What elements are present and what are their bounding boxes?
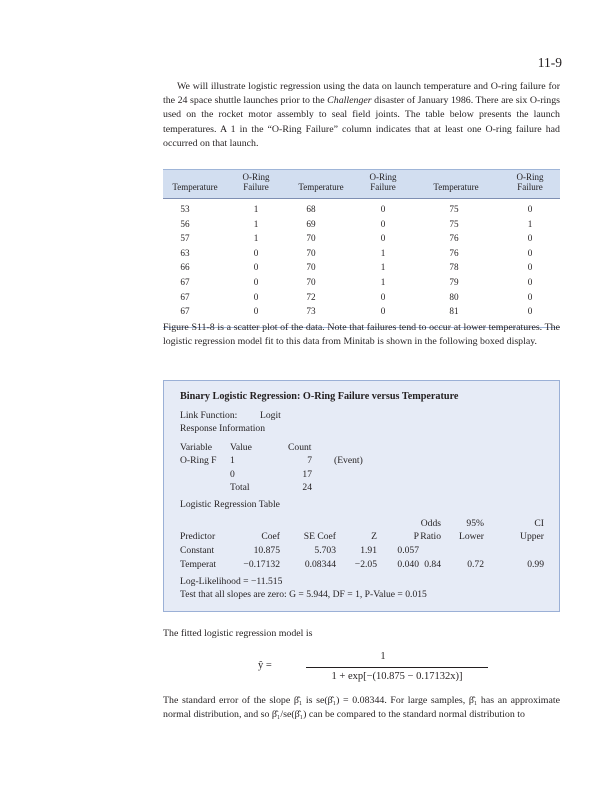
response-info-heading: Response Information	[180, 423, 265, 434]
resp-cell-count: 17	[302, 468, 312, 480]
table-cell: 69	[306, 218, 316, 229]
table-cell: 0	[527, 204, 533, 214]
formula-lhs: ŷ =	[258, 660, 272, 671]
logreg-cell: 1.91	[360, 545, 377, 556]
table-cell: 1	[380, 247, 386, 258]
table-body	[163, 199, 560, 327]
resp-cell-count: 24	[302, 482, 312, 493]
table-cell: 67	[180, 277, 190, 287]
col-header: Temperature	[433, 182, 479, 192]
standard-error-paragraph: The standard error of the slope β̂₁ is se(β̂₁) = 0.08344. For large samples, β̂₁ has an approximate normal distribution, and so β̂₁/se(β̂₁) can be compared to the standard normal distribution to	[163, 695, 560, 721]
table-cell: 56	[180, 218, 190, 229]
logreg-cell: Temperat	[180, 558, 217, 570]
table-cell: 0	[380, 306, 386, 317]
intro-emphasis: Challenger	[327, 95, 372, 107]
logreg-col-header: P	[413, 531, 419, 542]
logreg-col-header: Lower	[458, 531, 484, 542]
slopes-test: Test that all slopes are zero: G = 5.944, DF = 1, P-Value = 0.015	[180, 589, 427, 600]
table-cell: 0	[380, 233, 386, 244]
table-cell: 0	[527, 262, 533, 273]
col-header: Temperature	[172, 182, 218, 192]
table-cell: 0	[527, 233, 533, 244]
table-cell: 0	[527, 277, 533, 287]
table-cell: 66	[180, 262, 190, 273]
logreg-col-header: Predictor	[180, 531, 216, 542]
table-cell: 1	[527, 218, 533, 229]
table-cell: 57	[180, 233, 190, 244]
log-likelihood: Log-Likelihood = −11.515	[180, 576, 283, 587]
intro-text-before: We will illustrate logistic regression using the data on launch temperature and O-ring failure for the 24 space shuttle launches prior to the	[163, 81, 560, 107]
logreg-cell: 10.875	[253, 545, 280, 556]
col-header: O-Ring Failure	[242, 172, 270, 192]
table-cell: 0	[527, 306, 533, 317]
resp-cell-var: O-Ring F	[180, 455, 217, 466]
table-cell: 78	[449, 262, 459, 273]
logreg-col-header: SE Coef	[303, 531, 336, 542]
resp-cell-value: Total	[230, 482, 250, 493]
logreg-cell: 0.040	[397, 558, 419, 570]
resp-cell-value: 1	[230, 455, 235, 466]
table-cell: 67	[180, 291, 190, 302]
logistic-formula	[258, 651, 488, 685]
top-header: Odds	[420, 518, 441, 529]
table-cell: 0	[253, 262, 259, 273]
col-header: O-Ring Failure	[369, 172, 397, 192]
table-cell: 68	[306, 204, 316, 214]
table-row	[163, 204, 560, 218]
table-cell: 80	[449, 291, 459, 302]
table-cell: 53	[180, 204, 190, 214]
logreg-col-header: Ratio	[420, 531, 441, 542]
table-cell: 73	[306, 306, 316, 317]
logreg-cell: Constant	[180, 545, 215, 556]
table-cell: 0	[253, 277, 259, 287]
logreg-cell: 0.72	[467, 558, 484, 570]
table-header	[163, 169, 560, 198]
table-cell: 1	[380, 262, 386, 273]
logreg-cell: 5.703	[314, 545, 336, 556]
resp-header: Variable	[180, 442, 212, 453]
table-row	[163, 292, 560, 306]
formula-denominator: 1 + exp[−(10.875 − 0.17132x)]	[331, 671, 463, 682]
table-cell: 81	[449, 306, 459, 317]
table-cell: 72	[306, 291, 316, 302]
table-cell: 75	[449, 218, 459, 229]
minitab-title: Binary Logistic Regression: O-Ring Failure versus Temperature	[180, 391, 459, 402]
link-function-label: Link Function:	[180, 410, 238, 421]
top-header: CI	[534, 518, 544, 529]
logreg-col-header: Upper	[520, 531, 544, 542]
logreg-cell: −0.17132	[243, 558, 280, 570]
table-cell: 0	[253, 306, 259, 317]
table-cell: 0	[527, 247, 533, 258]
logreg-table-title: Logistic Regression Table	[180, 499, 280, 510]
table-row	[163, 262, 560, 276]
table-cell: 0	[527, 291, 533, 302]
table-cell: 0	[380, 204, 386, 214]
table-cell: 0	[253, 247, 259, 258]
fitted-model-paragraph: The fitted logistic regression model is	[163, 628, 313, 639]
table-cell: 1	[253, 204, 259, 214]
table-cell: 1	[253, 218, 259, 229]
table-row	[163, 277, 560, 291]
table-row	[163, 233, 560, 247]
table-cell: 1	[380, 277, 386, 287]
scatter-paragraph: Figure S11-8 is a scatter plot of the data. Note that failures tend to occur at lower temperatures. The logistic regression model fit to this data from Minitab is shown in the following boxed display.	[163, 322, 560, 348]
table-cell: 67	[180, 306, 190, 317]
intro-paragraph	[163, 80, 560, 151]
resp-cell-note: (Event)	[334, 455, 363, 466]
logreg-cell: 0.84	[424, 558, 441, 570]
top-header: 95%	[466, 518, 484, 529]
resp-cell-value: 0	[230, 468, 235, 480]
table-cell: 1	[253, 233, 259, 244]
resp-cell-count: 7	[307, 455, 312, 466]
minitab-output-box	[163, 380, 560, 612]
table-cell: 79	[449, 277, 459, 287]
formula-numerator: 1	[380, 651, 386, 662]
logreg-cell: −2.05	[354, 558, 377, 570]
table-row	[163, 219, 560, 233]
logreg-col-header: Z	[371, 531, 377, 542]
table-row	[163, 306, 560, 320]
table-cell: 70	[306, 247, 316, 258]
resp-header: Count	[288, 442, 312, 453]
table-cell: 70	[306, 233, 316, 244]
page-number: 11-9	[537, 55, 562, 70]
table-cell: 63	[180, 247, 190, 258]
table-cell: 75	[449, 204, 459, 214]
table-cell: 0	[380, 218, 386, 229]
table-row	[163, 248, 560, 262]
logreg-cell: 0.057	[397, 545, 419, 556]
table-cell: 0	[253, 291, 259, 302]
link-function-value: Logit	[260, 410, 281, 421]
table-cell: 70	[306, 277, 316, 287]
table-cell: 0	[380, 291, 386, 302]
table-cell: 76	[449, 233, 459, 244]
table-cell: 76	[449, 247, 459, 258]
oring-data-table	[163, 169, 560, 328]
col-header: O-Ring Failure	[516, 172, 544, 192]
logreg-col-header: Coef	[261, 531, 280, 542]
intro-text-after: disaster of January 1986. There are six O-rings used on the rocket motor assembly to seal field joints. The table below presents the launch temperatures. A 1 in the “O-Ring Failure” column indicates that at least one O-ring failure had occurred on that launch.	[163, 95, 560, 149]
logreg-cell: 0.99	[527, 558, 544, 570]
col-header: Temperature	[298, 182, 344, 192]
logreg-cell: 0.08344	[304, 558, 336, 570]
fraction-bar	[306, 667, 488, 668]
table-cell: 70	[306, 262, 316, 273]
resp-header: Value	[230, 442, 252, 453]
